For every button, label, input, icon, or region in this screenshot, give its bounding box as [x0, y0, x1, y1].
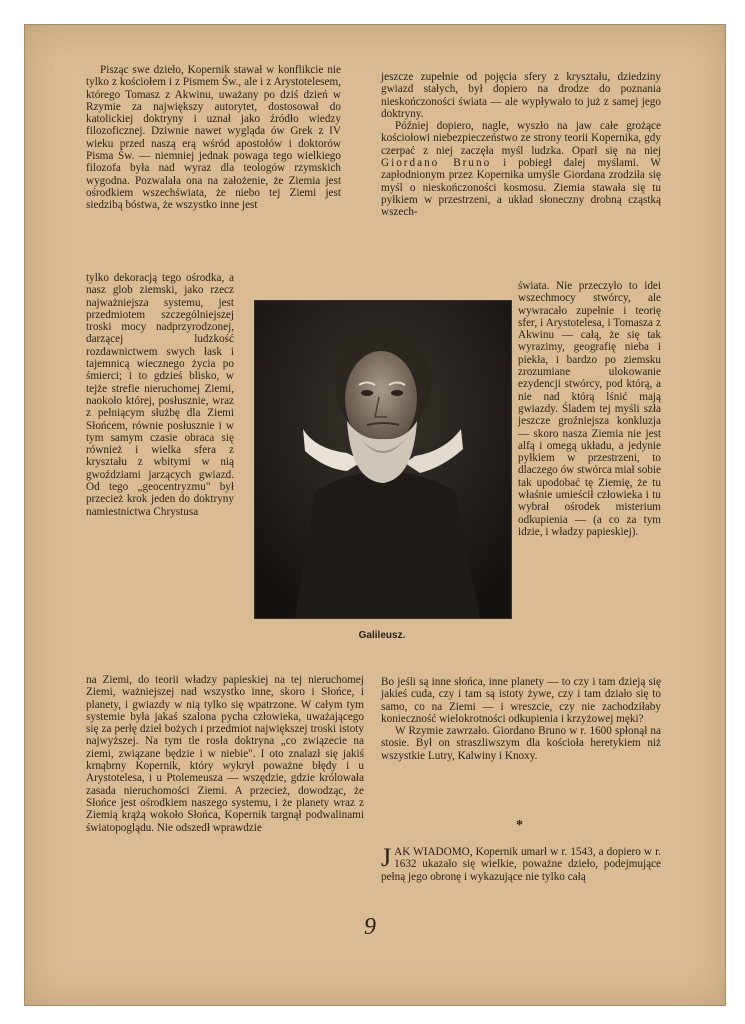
section-separator: *	[516, 818, 523, 833]
paragraph	[381, 120, 661, 218]
photo-caption: Galileusz.	[358, 630, 406, 641]
text-column-right-bottom	[381, 676, 661, 762]
drop-cap: J	[381, 843, 392, 872]
text-column-left-bottom	[86, 674, 364, 834]
portrait-image	[255, 301, 511, 618]
paragraph: tylko dekoracją tego ośrodka, a nasz glob ziemski, jako rzecz najważniejsza systemu, jest przedmiotem szczególniejszej troski mocy nadprzyrodzonej, darzącej ludzkość rozdawnictwem swych łask i tajemnicą wiecznego życia po śmierci; i to gdzieś blisko, w tejże strefie nieruchomej Ziemi, naokoło której, posłusznie, wraz z pełniącym służbę dla Ziemi Słońcem, równie posłusznie i w tym samym czasie obraca się również i wielka sfera z kryształu z wbitymi w nią gwoździami jarzących gwiazd. Od tego „geocentryzmu" był przecież krok jeden do doktryny namiestnictwa Chrystusa	[86, 272, 234, 518]
galileo-portrait	[254, 300, 512, 619]
paragraph-text: AK WIADOMO, Kopernik umarł w r. 1543, a dopiero w r. 1632 ukazało się wielkie, poważne dzieło, podejmujące pełną jego obronę i wykazujące nie tylko całą	[381, 846, 661, 883]
person-name: Giordano Bruno	[381, 157, 492, 170]
paragraph-part: Później dopiero, nagle, wyszło na jaw całe grożące kościołowi niebezpieczeństwo ze strony teorii Kopernika, gdy czerpać z niej zaczęła myśl ludzka. Oparł się na niej	[381, 120, 661, 157]
paragraph: W Rzymie zawrzało. Giordano Bruno w r. 1600 spłonął na stosie. Był on straszliwszym dla kościoła heretykiem niż wszystkie Lutry, Kalwiny i Knoxy.	[381, 725, 661, 762]
paragraph: jeszcze zupełnie od pojęcia sfery z kryształu, dziedziny gwiazd stałych, był dopiero na drodze do poznania nieskończoności świata — ale wypływało to już z samej jego doktryny.	[381, 71, 661, 120]
text-column-right-end	[381, 843, 661, 883]
text-column-left-top	[86, 64, 341, 212]
paragraph: świata. Nie przeczyło to idei wszechmocy stwórcy, ale wywracało zupełnie i teorię sfer, i Arystotelesa, i Tomasza z Akwinu — całą, że się tak wyrazimy, geografię nieba i piekła, i bardzo po ziemsku zrozumiane ulokowanie ezydencji stwórcy, pod którą, a nie nad którą lśnić mają gwiazdy. Śladem tej myśli szła jeszcze groźniejsza konkluzja — skoro nasza Ziemia nie jest alfą i omegą układu, a jedynie pyłkiem w przestrzeni, to dlaczego ów stwórca miał sobie tak upodobać tę Ziemię, że tu właśnie umieścił człowieka i tu wybrał ośrodek misterium odkupienia — (a co za tym idzie, i władzy papieskiej).	[518, 280, 661, 538]
paragraph: na Ziemi, do teorii władzy papieskiej na tej nieruchomej Ziemi, ważniejszej nad wszystko inne, skoro i Słońce, i planety, i gwiazdy w nią tylko się wpatrzone. W całym tym systemie była jakaś szalona pycha człowieka, uważającego się za perłę dzieł bożych i przedmiot największej troski istoty najwyższej. Na tym tle rosła doktryna „co związecie na ziemi, związane będzie i w niebie". I oto znalazł się jakiś krnąbrny Kopernik, który wykrył poważne błędy i u Arystotelesa, i u Ptolemeusza — wszędzie, gdzie królowała zasada nieruchomości Ziemi. A przecież, dowodząc, że Słońce jest ośrodkiem naszego systemu, i że planety wraz z Ziemią krążą wokoło Słońca, Kopernik targnął podwalinami światopoglądu. Nie odszedł wprawdzie	[86, 674, 364, 834]
paragraph-part: i pobiegł dalej myślami. W zapłodnionym przez Kopernika umyśle Giordana zrodziła się myśl o nieskończoności kosmosu. Ziemia stawała się tu pyłkiem w przestrzeni, a układ słoneczny drobną cząstką wszech-	[381, 157, 661, 219]
text-column-right-wrap	[518, 280, 661, 538]
text-column-left-wrap	[86, 272, 234, 518]
paragraph	[381, 843, 661, 883]
paragraph: Pisząc swe dzieło, Kopernik stawał w konflikcie nie tylko z kościołem i z Pismem Św., ale i z Arystotelesem, którego Tomasz z Akwinu, uważany po dziś dzień w Rzymie za największy autorytet, dostosował do katolickiej doktryny i uznał jako źródło wiedzy filozoficznej. Dziwnie nawet wygląda ów Grek z IV wieku przed naszą erą wśród apostołów i doktorów Pisma Św. — niemniej jednak powaga tego wielkiego filozofa była nad wyraz dla teologów rzymskich wygodna. Pozwalała ona na założenie, że Ziemia jest ośrodkiem wszechświata, że niebo tej Ziemi jest siedzibą bóstwa, że wszystko inne jest	[86, 64, 341, 212]
text-column-right-top	[381, 71, 661, 219]
page-number: 9	[364, 914, 376, 940]
paragraph: Bo jeśli są inne słońca, inne planety — to czy i tam dzieją się jakieś cuda, czy i tam są istoty żywe, czy i tam działo się to samo, co na Ziemi — i wreszcie, czy nie zachodziłaby konieczność wielokrotności odkupienia i krzyżowej męki?	[381, 676, 661, 725]
